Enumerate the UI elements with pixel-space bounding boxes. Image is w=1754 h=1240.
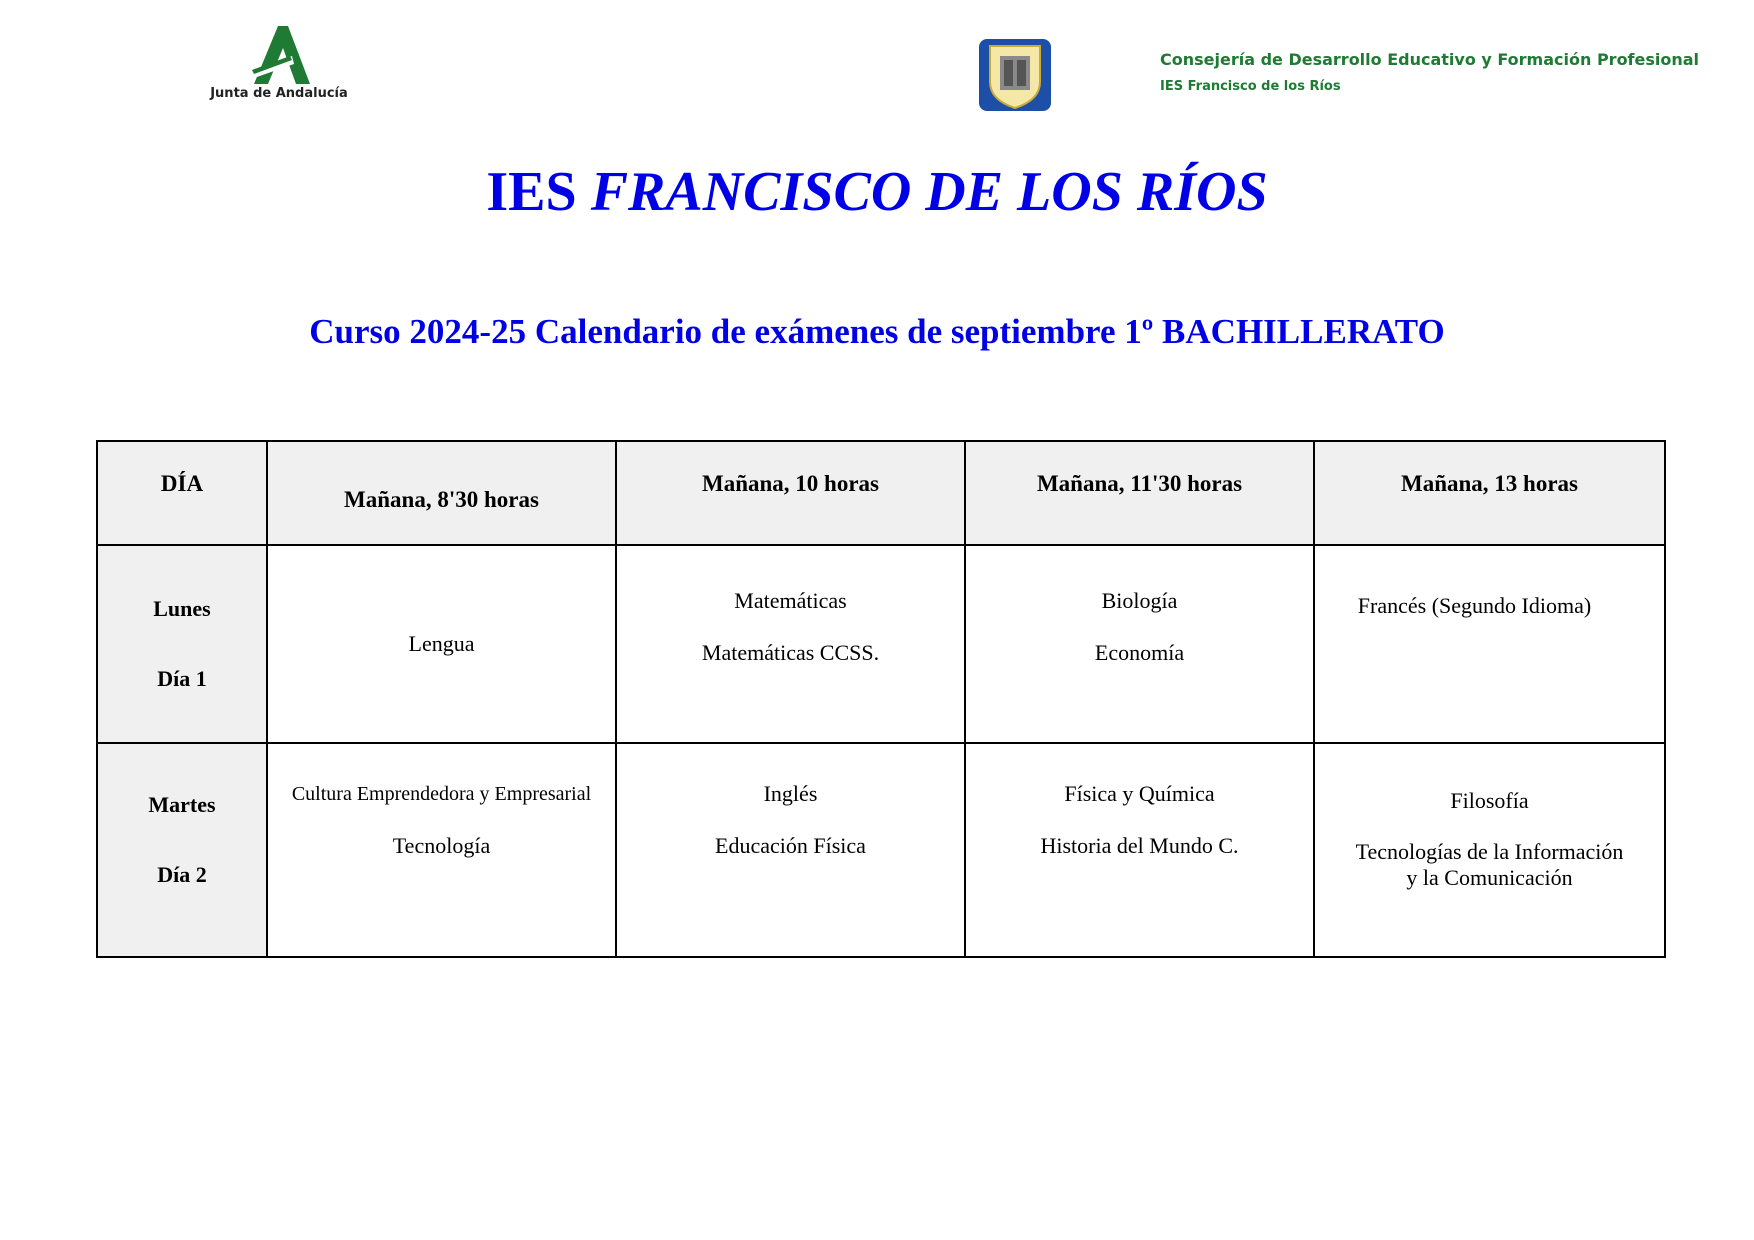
subject: Economía (1094, 640, 1185, 665)
table-row (97, 545, 1665, 743)
subject: Educación Física (715, 833, 866, 858)
day-number: Día 1 (157, 666, 207, 691)
consejeria-label: Consejería de Desarrollo Educativo y Formación Profesional (1160, 50, 1700, 69)
header-slot-2: Mañana, 10 horas (616, 441, 965, 545)
subject: Filosofía (1450, 788, 1529, 813)
page-subtitle: Curso 2024-25 Calendario de exámenes de septiembre 1º BACHILLERATO (309, 312, 1445, 351)
subject: Historia del Mundo C. (1040, 833, 1239, 858)
subject: Inglés (763, 781, 818, 806)
header-slot-3: Mañana, 11'30 horas (965, 441, 1314, 545)
junta-a-icon (246, 26, 310, 84)
exam-cell (1314, 545, 1665, 743)
subject: Matemáticas (734, 588, 847, 613)
header-slot-1: Mañana, 8'30 horas (267, 441, 616, 545)
school-crest-icon (978, 38, 1052, 112)
subject: y la Comunicación (1406, 865, 1573, 890)
exam-cell (965, 743, 1314, 957)
header-slot-4: Mañana, 13 horas (1314, 441, 1665, 545)
table-row (97, 743, 1665, 957)
title-prefix: IES (486, 161, 577, 223)
title-school-name: FRANCISCO DE LOS RÍOS (590, 161, 1268, 223)
subject: Cultura Emprendedora y Empresarial (291, 783, 592, 805)
subject: Matemáticas CCSS. (701, 640, 880, 665)
header-day: DÍA (97, 441, 267, 545)
day-name: Lunes (153, 596, 211, 621)
junta-logo (208, 26, 350, 106)
subject: Tecnologías de la Información (1355, 839, 1624, 864)
page-title (0, 160, 1754, 224)
day-name: Martes (148, 792, 216, 817)
day-cell (97, 545, 267, 743)
subject: Biología (1101, 588, 1178, 613)
exam-cell (616, 545, 965, 743)
institution-header (1160, 50, 1699, 94)
exam-schedule-table (96, 440, 1666, 958)
exam-cell (1314, 743, 1665, 957)
day-cell (97, 743, 267, 957)
subject: Francés (Segundo Idioma) (1357, 593, 1592, 618)
subject: Lengua (408, 631, 475, 656)
exam-cell (616, 743, 965, 957)
subject: Física y Química (1064, 781, 1215, 806)
exam-cell (267, 545, 616, 743)
exam-cell (965, 545, 1314, 743)
day-number: Día 2 (157, 862, 207, 887)
junta-label: Junta de Andalucía (210, 86, 348, 101)
exam-cell (267, 743, 616, 957)
subject: Tecnología (392, 833, 491, 858)
table-header-row (97, 441, 1665, 545)
school-small-label: IES Francisco de los Ríos (1160, 79, 1341, 94)
